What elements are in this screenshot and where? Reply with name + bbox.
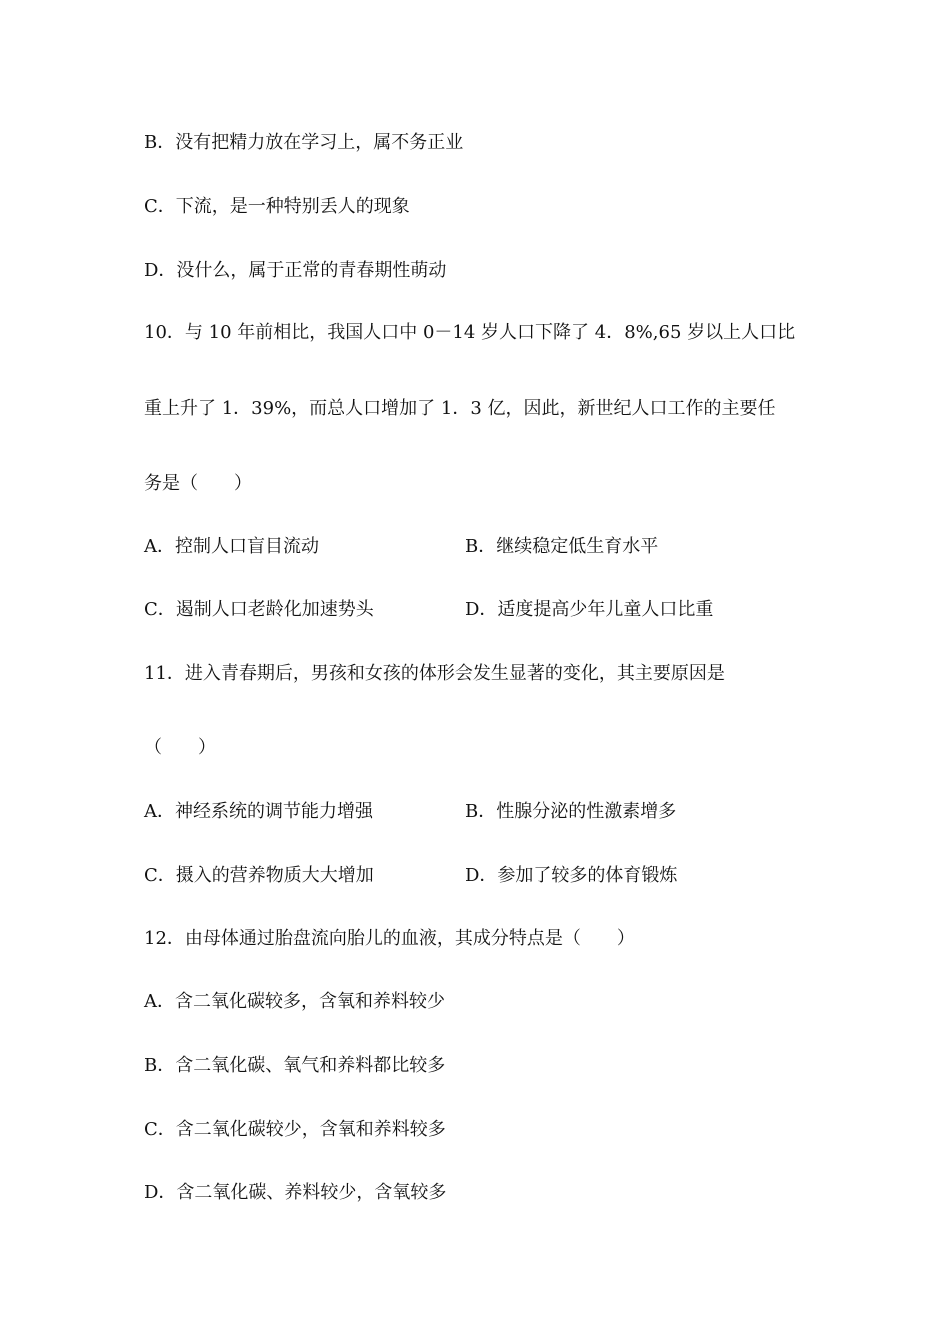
q9-option-b: B．没有把精力放在学习上，属不务正业 — [144, 132, 464, 153]
q12-option-c: C．含二氧化碳较少，含氧和养料较多 — [144, 1119, 446, 1140]
q11-option-d: D．参加了较多的体育锻炼 — [465, 865, 678, 886]
q12-option-d: D．含二氧化碳、养料较少，含氧较多 — [144, 1182, 447, 1203]
q9-option-c: C．下流，是一种特别丢人的现象 — [144, 196, 410, 217]
q11-stem-line-2: （ ） — [144, 737, 216, 758]
q10-stem-line-3: 务是（ ） — [144, 473, 252, 494]
q11-option-c: C．摄入的营养物质大大增加 — [144, 865, 374, 886]
q10-option-b: B．继续稳定低生育水平 — [465, 536, 659, 557]
q11-stem-line-1: 11．进入青春期后，男孩和女孩的体形会发生显著的变化，其主要原因是 — [144, 663, 725, 684]
q10-stem-line-1: 10．与 10 年前相比，我国人口中 0－14 岁人口下降了 4．8%,65 岁以上人口比 — [144, 322, 796, 343]
q12-option-a: A．含二氧化碳较多，含氧和养料较少 — [144, 991, 445, 1012]
q10-stem-line-2: 重上升了 1．39%，而总人口增加了 1．3 亿，因此，新世纪人口工作的主要任 — [144, 398, 776, 419]
q11-option-b: B．性腺分泌的性激素增多 — [465, 801, 677, 822]
q9-option-d: D．没什么，属于正常的青春期性萌动 — [144, 260, 447, 281]
q10-option-a: A．控制人口盲目流动 — [144, 536, 319, 557]
q10-option-c: C．遏制人口老龄化加速势头 — [144, 599, 374, 620]
q10-option-d: D．适度提高少年儿童人口比重 — [465, 599, 714, 620]
q12-stem-line-1: 12．由母体通过胎盘流向胎儿的血液，其成分特点是（ ） — [144, 928, 635, 949]
q12-option-b: B．含二氧化碳、氧气和养料都比较多 — [144, 1055, 446, 1076]
q11-option-a: A．神经系统的调节能力增强 — [144, 801, 373, 822]
